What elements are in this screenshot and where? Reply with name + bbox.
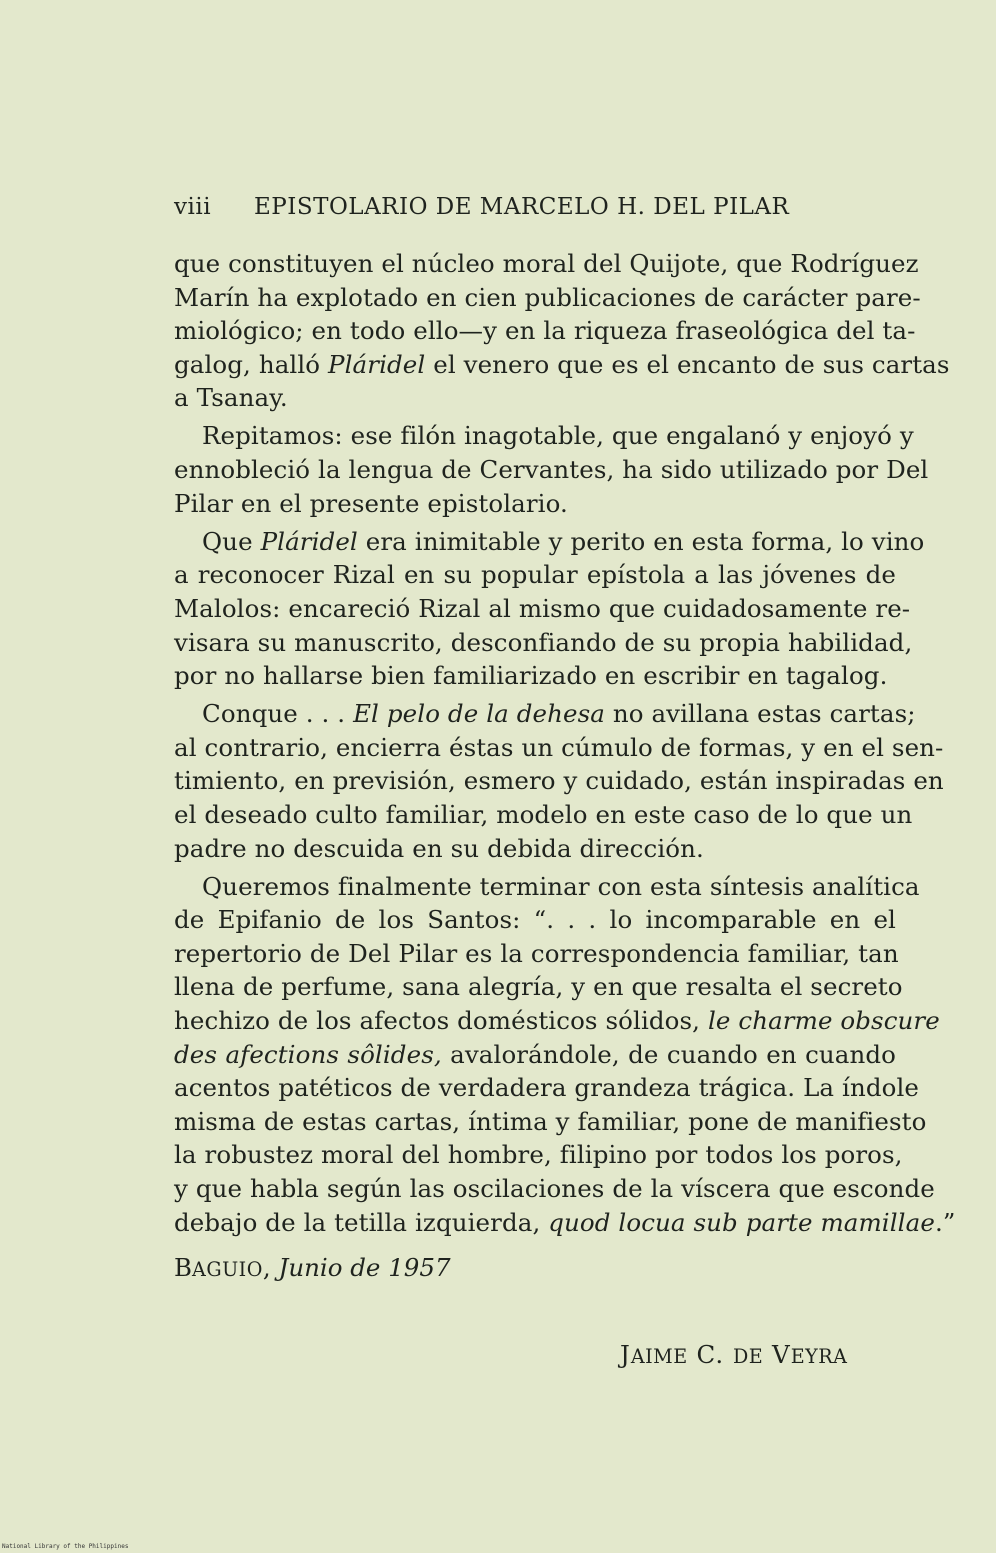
line-text: el deseado culto familiar, modelo en este caso de lo que un [174, 800, 913, 829]
line-text: Pilar en el presente epistolario. [174, 488, 568, 518]
italic-text: Pláridel [260, 526, 358, 556]
author-signature [620, 1340, 847, 1369]
italic-text: des afections sôlides, [174, 1039, 442, 1069]
line-text: que constituyen el núcleo moral del Quijote, que Rodríguez [174, 249, 919, 278]
text-line [174, 247, 919, 281]
text-line [174, 870, 920, 904]
library-credit: National Library of the Philippines [2, 1543, 129, 1550]
line-text: de Epifanio de los Santos: “. . . lo incomparable en el [174, 905, 896, 935]
text-line [174, 798, 913, 832]
text-line [174, 419, 914, 453]
text-line [174, 697, 916, 731]
line-text: la robustez moral del hombre, filipino por todos los poros, [174, 1140, 903, 1170]
text-line [174, 525, 925, 559]
italic-text: Pláridel [328, 349, 426, 379]
text-line [174, 314, 916, 348]
line-text: .” [934, 1207, 956, 1237]
text-line [174, 281, 921, 315]
line-text: al contrario, encierra éstas un cúmulo de formas, y en el sen- [174, 732, 944, 762]
text-line [174, 558, 896, 592]
running-head [174, 194, 808, 220]
text-line [174, 348, 950, 382]
line-text: timiento, en previsión, esmero y cuidado, están inspiradas en [174, 766, 944, 796]
line-text: llena de perfume, sana alegría, y en que resalta el secreto [174, 972, 903, 1002]
text-line [174, 453, 929, 487]
date: Junio de 1957 [278, 1253, 451, 1282]
place-date [174, 1253, 451, 1282]
body-text [174, 247, 956, 1239]
text-line [174, 1206, 956, 1240]
text-line [174, 659, 896, 693]
line-text: avalorándole, de cuando en cuando [441, 1039, 897, 1069]
text-line [174, 1004, 940, 1038]
text-line [174, 1138, 903, 1172]
place-rest: AGUIO [192, 1258, 263, 1281]
author-part: EYRA [790, 1345, 848, 1368]
line-text: Malolos: encareció Rizal al mismo que cuidadosamente re- [174, 593, 911, 623]
text-line [174, 1071, 920, 1105]
text-line [174, 381, 896, 415]
text-line [174, 592, 911, 626]
line-text: Que [202, 526, 261, 556]
line-text: a reconocer Rizal en su popular epístola a las jóvenes de [174, 560, 896, 590]
text-line [174, 832, 896, 866]
italic-text: le charme obscure [707, 1006, 940, 1036]
italic-text: quod locua sub parte mamillae [548, 1207, 935, 1237]
author-part: C. [687, 1340, 733, 1369]
line-text: por no hallarse bien familiarizado en escribir en tagalog. [174, 661, 888, 691]
place-initial: B [174, 1253, 193, 1282]
line-text: Conque . . . [202, 699, 354, 729]
text-line [174, 903, 896, 937]
line-text: Marín ha explotado en cien publicaciones de carácter pare- [174, 282, 921, 312]
line-text: miológico; en todo ello—y en la riqueza fraseológica del ta- [174, 316, 916, 346]
line-text: ennobleció la lengua de Cervantes, ha sido utilizado por Del [174, 455, 929, 485]
line-text: el venero que es el encanto de sus cartas [425, 349, 950, 379]
line-text: era inimitable y perito en esta forma, lo vino [357, 526, 925, 556]
line-text: repertorio de Del Pilar es la correspondencia familiar, tan [174, 938, 899, 968]
author-part: V [763, 1340, 791, 1369]
text-line [174, 626, 913, 660]
author-part: J [620, 1340, 631, 1369]
line-text: debajo de la tetilla izquierda, [174, 1207, 549, 1237]
text-line [174, 731, 944, 765]
line-text: acentos patéticos de verdadera grandeza trágica. La índole [174, 1073, 920, 1103]
line-text: Repitamos: ese filón inagotable, que engalanó y enjoyó y [202, 421, 914, 451]
line-text: y que habla según las oscilaciones de la víscera que esconde [174, 1174, 935, 1204]
text-line [174, 937, 899, 971]
text-line [174, 1105, 927, 1139]
place-comma: , [262, 1253, 271, 1282]
line-text: hechizo de los afectos domésticos sólidos, [174, 1006, 708, 1036]
text-line [174, 970, 903, 1004]
line-text: misma de estas cartas, íntima y familiar, pone de manifiesto [174, 1106, 927, 1136]
page-number: viii [174, 194, 212, 220]
line-text: Queremos finalmente terminar con esta síntesis analítica [202, 871, 920, 901]
author-part: AIME [630, 1345, 688, 1368]
text-line [174, 1038, 896, 1072]
author-part: DE [732, 1345, 764, 1368]
line-text: padre no descuida en su debida dirección. [174, 833, 704, 863]
text-line [174, 764, 944, 798]
line-text: a Tsanay. [174, 383, 288, 413]
line-text: visara su manuscrito, desconfiando de su propia habilidad, [174, 627, 913, 657]
running-title: EPISTOLARIO DE MARCELO H. DEL PILAR [254, 194, 790, 220]
italic-text: El pelo de la dehesa [353, 699, 605, 729]
line-text: galog, halló [174, 349, 329, 379]
text-line [174, 487, 896, 521]
text-line [174, 1172, 935, 1206]
line-text: no avillana estas cartas; [604, 699, 916, 729]
